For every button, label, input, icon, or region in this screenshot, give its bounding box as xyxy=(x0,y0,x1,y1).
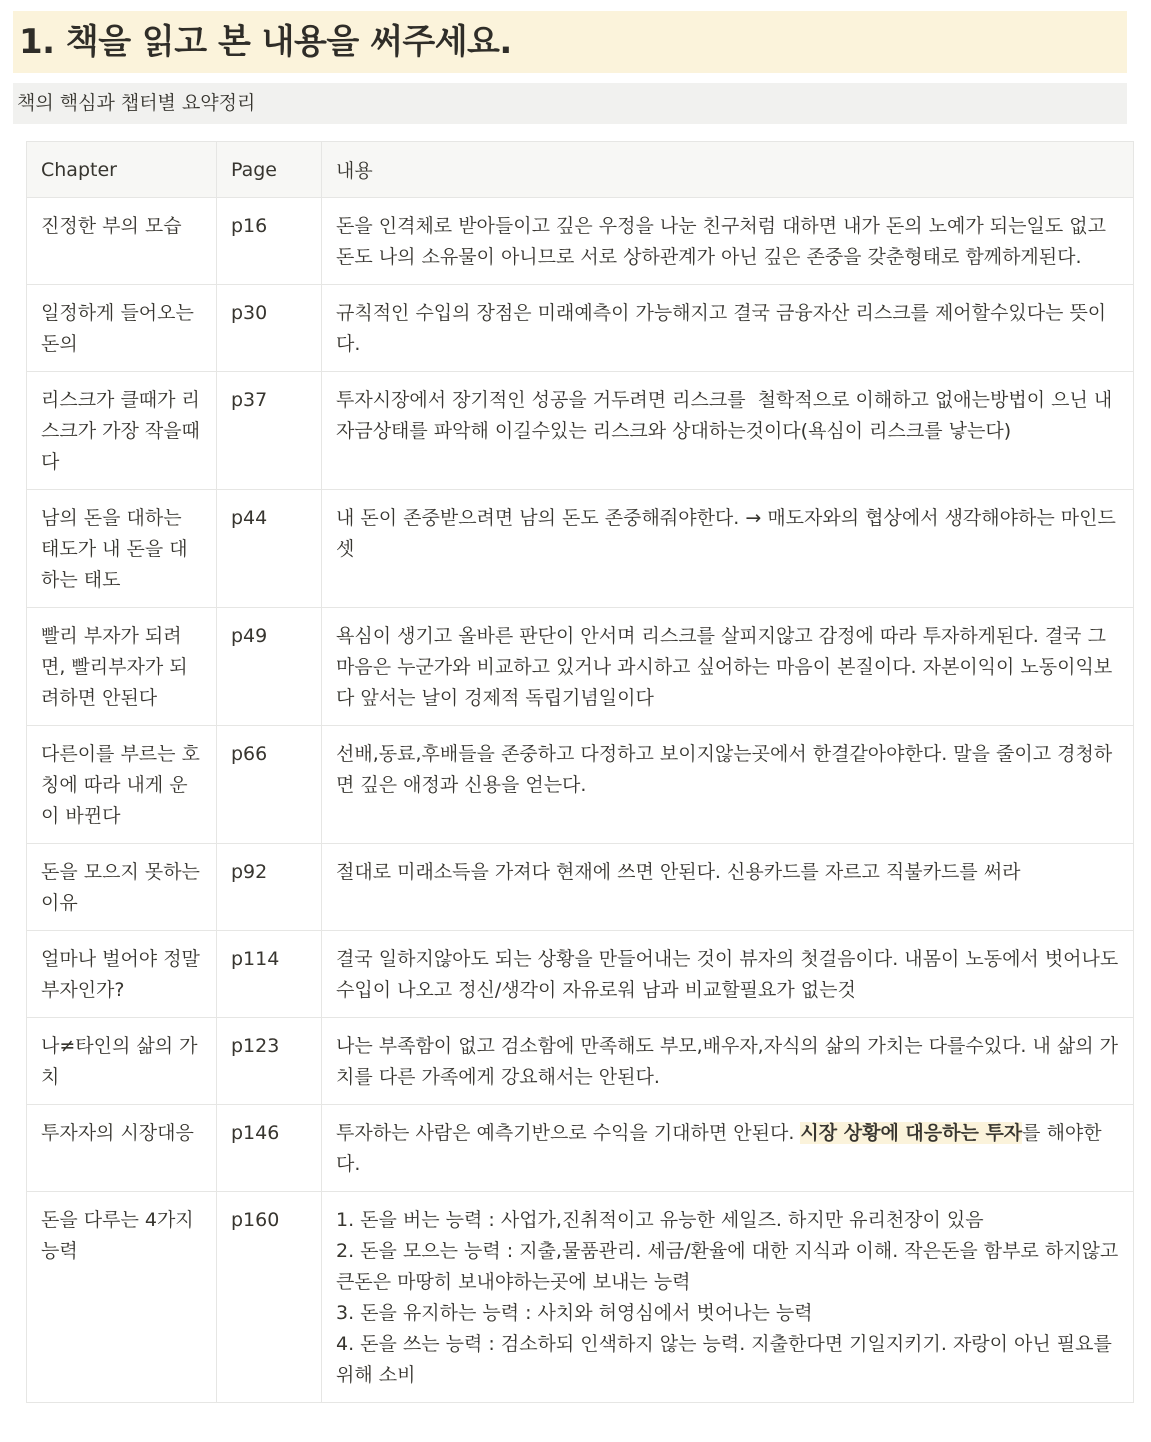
page-title: 1. 책을 읽고 본 내용을 써주세요. xyxy=(13,11,1127,73)
table-row xyxy=(27,1105,1134,1192)
table-row xyxy=(27,490,1134,608)
content-cell[interactable]: 절대로 미래소득을 가져다 현재에 쓰면 안된다. 신용카드를 자르고 직불카드를 써라 xyxy=(322,844,1134,931)
table-row xyxy=(27,1018,1134,1105)
column-header-page[interactable]: Page xyxy=(217,142,322,198)
table-header-row xyxy=(27,142,1134,198)
chapter-cell[interactable]: 빨리 부자가 되려면, 빨리부자가 되려하면 안된다 xyxy=(27,608,217,726)
chapter-cell[interactable]: 진정한 부의 모습 xyxy=(27,198,217,285)
content-cell[interactable]: 내 돈이 존중받으려면 남의 돈도 존중해줘야한다. → 매도자와의 협상에서 생각해야하는 마인드셋 xyxy=(322,490,1134,608)
content-cell[interactable]: 규칙적인 수입의 장점은 미래예측이 가능해지고 결국 금융자산 리스크를 제어할수있다는 뜻이다. xyxy=(322,285,1134,372)
table-row xyxy=(27,726,1134,844)
page-cell[interactable]: p44 xyxy=(217,490,322,608)
column-header-chapter[interactable]: Chapter xyxy=(27,142,217,198)
table-row xyxy=(27,198,1134,285)
page-cell[interactable]: p114 xyxy=(217,931,322,1018)
highlighted-text: 시장 상황에 대응하는 투자 xyxy=(800,1122,1023,1144)
chapter-cell[interactable]: 투자자의 시장대응 xyxy=(27,1105,217,1192)
content-cell[interactable]: 선배,동료,후배들을 존중하고 다정하고 보이지않는곳에서 한결같아야한다. 말을 줄이고 경청하면 깊은 애정과 신용을 얻는다. xyxy=(322,726,1134,844)
content-cell[interactable]: 돈을 인격체로 받아들이고 깊은 우정을 나눈 친구처럼 대하면 내가 돈의 노예가 되는일도 없고 돈도 나의 소유물이 아니므로 서로 상하관계가 아닌 깊은 존중을 갖춘형태로 함께하게된다. xyxy=(322,198,1134,285)
table-row xyxy=(27,372,1134,490)
content-cell[interactable]: 결국 일하지않아도 되는 상황을 만들어내는 것이 뷰자의 첫걸음이다. 내몸이 노동에서 벗어나도 수입이 나오고 정신/생각이 자유로워 남과 비교할필요가 없는것 xyxy=(322,931,1134,1018)
chapter-summary-table xyxy=(26,141,1134,1403)
page-cell[interactable]: p146 xyxy=(217,1105,322,1192)
chapter-cell[interactable]: 다른이를 부르는 호칭에 따라 내게 운이 바뀐다 xyxy=(27,726,217,844)
chapter-cell[interactable]: 얼마나 벌어야 정말 부자인가? xyxy=(27,931,217,1018)
page-cell[interactable]: p160 xyxy=(217,1192,322,1403)
page-cell[interactable]: p92 xyxy=(217,844,322,931)
content-cell[interactable]: 나는 부족함이 없고 검소함에 만족해도 부모,배우자,자식의 삶의 가치는 다를수있다. 내 삶의 가치를 다른 가족에게 강요해서는 안된다. xyxy=(322,1018,1134,1105)
page-subtitle: 책의 핵심과 챕터별 요약정리 xyxy=(13,83,1127,124)
table-row xyxy=(27,844,1134,931)
page-cell[interactable]: p66 xyxy=(217,726,322,844)
page-cell[interactable]: p123 xyxy=(217,1018,322,1105)
table-row xyxy=(27,931,1134,1018)
page-cell[interactable]: p49 xyxy=(217,608,322,726)
content-cell[interactable]: 욕심이 생기고 올바른 판단이 안서며 리스크를 살피지않고 감정에 따라 투자하게된다. 결국 그마음은 누군가와 비교하고 있거나 과시하고 싶어하는 마음이 본질이다. 자본이익이 노동이익보다 앞서는 날이 겅제적 독립기념일이다 xyxy=(322,608,1134,726)
column-header-content[interactable]: 내용 xyxy=(322,142,1134,198)
content-text: 를 해야한다. xyxy=(336,1122,1102,1175)
content-text: 투자하는 사람은 예측기반으로 수익을 기대하면 안된다. xyxy=(336,1122,801,1144)
table-row xyxy=(27,608,1134,726)
table-row xyxy=(27,285,1134,372)
chapter-cell[interactable]: 리스크가 클때가 리스크가 가장 작을때다 xyxy=(27,372,217,490)
page-cell[interactable]: p16 xyxy=(217,198,322,285)
content-cell[interactable]: 투자시장에서 장기적인 성공을 거두려면 리스크를 철학적으로 이해하고 없애는방법이 으닌 내 자금상태를 파악해 이길수있는 리스크와 상대하는것이다(욕심이 리스크를 낳는다) xyxy=(322,372,1134,490)
chapter-cell[interactable]: 남의 돈을 대하는 태도가 내 돈을 대하는 태도 xyxy=(27,490,217,608)
chapter-cell[interactable]: 일정하게 들어오는 돈의 xyxy=(27,285,217,372)
table-row xyxy=(27,1192,1134,1403)
page-cell[interactable]: p30 xyxy=(217,285,322,372)
content-cell[interactable] xyxy=(322,1105,1134,1192)
page-cell[interactable]: p37 xyxy=(217,372,322,490)
content-cell[interactable]: 1. 돈을 버는 능력 : 사업가,진취적이고 유능한 세일즈. 하지만 유리천장이 있음 2. 돈을 모으는 능력 : 지출,물품관리. 세금/환율에 대한 지식과 이해. 작은돈을 함부로 하지않고 큰돈은 마땅히 보내야하는곳에 보내는 능력 3. 돈을 유지하는 능력 : 사치와 허영심에서 벗어나는 능력 4. 돈을 쓰는 능력 : 검소하되 인색하지 않는 능력. 지출한다면 기일지키기. 자랑이 아닌 필요를 위해 소비 xyxy=(322,1192,1134,1403)
chapter-cell[interactable]: 나≠타인의 삶의 가치 xyxy=(27,1018,217,1105)
chapter-cell[interactable]: 돈을 모으지 못하는 이유 xyxy=(27,844,217,931)
chapter-cell[interactable]: 돈을 다루는 4가지 능력 xyxy=(27,1192,217,1403)
